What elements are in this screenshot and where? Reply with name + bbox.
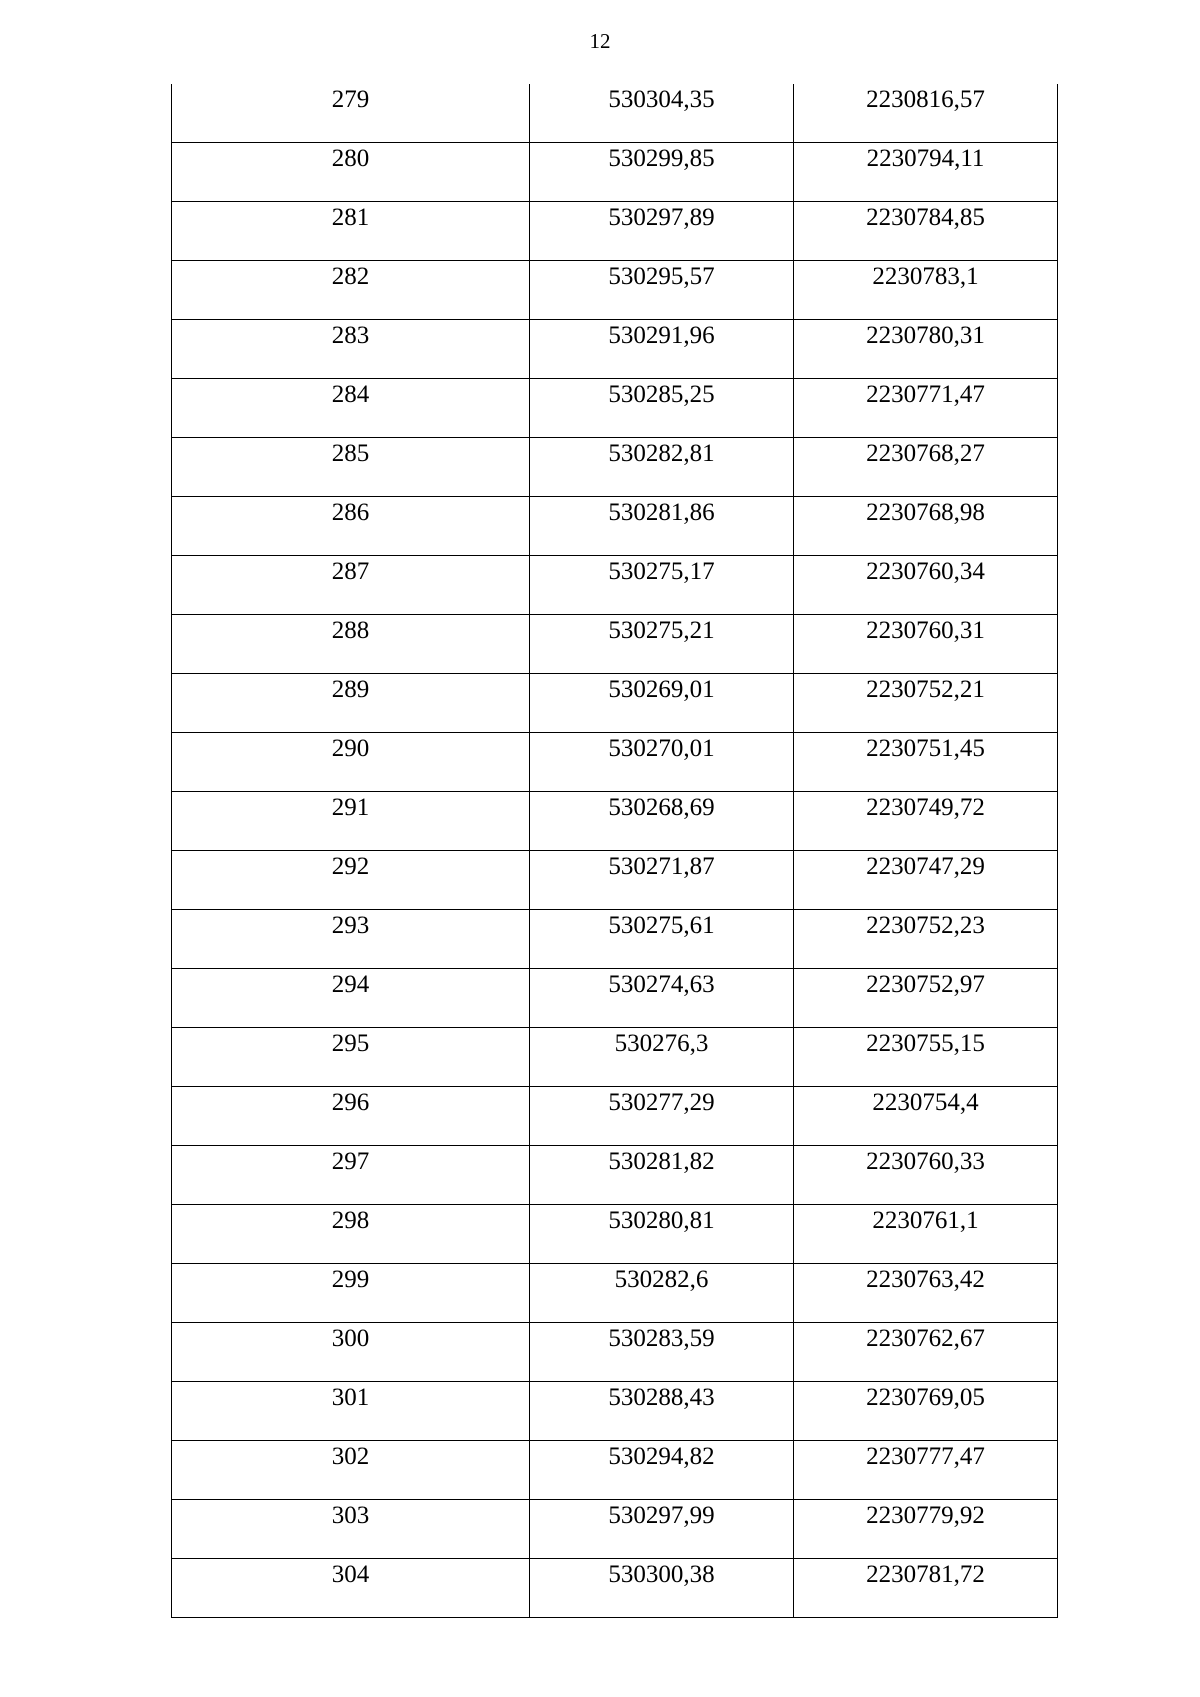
cell-text: 295 [331,1030,370,1057]
cell-text: 2230762,67 [866,1325,985,1352]
table-row [172,143,1058,202]
coordinates-table [171,84,1058,1618]
cell-text: 530271,87 [608,853,715,880]
cell-text: 300 [331,1325,370,1352]
cell-text: 2230779,92 [866,1502,985,1529]
x-coordinate-cell [530,851,794,910]
x-coordinate-cell [530,556,794,615]
x-coordinate-cell [530,969,794,1028]
cell-text: 2230783,1 [872,263,979,290]
point-number-cell [172,84,530,143]
cell-text: 2230816,57 [866,86,985,113]
x-coordinate-cell [530,84,794,143]
y-coordinate-cell [794,261,1058,320]
cell-text: 2230777,47 [866,1443,985,1470]
table-row [172,320,1058,379]
y-coordinate-cell [794,615,1058,674]
cell-text: 530275,17 [608,558,715,585]
cell-text: 303 [331,1502,370,1529]
y-coordinate-cell [794,84,1058,143]
cell-text: 530299,85 [608,145,715,172]
cell-text: 285 [331,440,370,467]
x-coordinate-cell [530,143,794,202]
x-coordinate-cell [530,1559,794,1618]
cell-text: 299 [331,1266,370,1293]
point-number-cell [172,792,530,851]
y-coordinate-cell [794,556,1058,615]
table-row [172,1264,1058,1323]
x-coordinate-cell [530,202,794,261]
cell-text: 2230780,31 [866,322,985,349]
x-coordinate-cell [530,792,794,851]
y-coordinate-cell [794,320,1058,379]
cell-text: 2230754,4 [872,1089,979,1116]
y-coordinate-cell [794,792,1058,851]
point-number-cell [172,1264,530,1323]
x-coordinate-cell [530,1028,794,1087]
cell-text: 530275,61 [608,912,715,939]
table-row [172,1028,1058,1087]
cell-text: 2230768,27 [866,440,985,467]
y-coordinate-cell [794,1559,1058,1618]
cell-text: 284 [331,381,370,408]
x-coordinate-cell [530,1441,794,1500]
y-coordinate-cell [794,910,1058,969]
point-number-cell [172,1441,530,1500]
cell-text: 530300,38 [608,1561,715,1588]
cell-text: 2230761,1 [872,1207,979,1234]
cell-text: 530282,6 [614,1266,709,1293]
table-row [172,1205,1058,1264]
cell-text: 281 [331,204,370,231]
table-row [172,1382,1058,1441]
point-number-cell [172,1382,530,1441]
point-number-cell [172,143,530,202]
y-coordinate-cell [794,1028,1058,1087]
cell-text: 530276,3 [614,1030,709,1057]
table-row [172,674,1058,733]
cell-text: 279 [331,86,370,113]
cell-text: 530280,81 [608,1207,715,1234]
y-coordinate-cell [794,733,1058,792]
point-number-cell [172,1323,530,1382]
x-coordinate-cell [530,1146,794,1205]
point-number-cell [172,851,530,910]
cell-text: 298 [331,1207,370,1234]
point-number-cell [172,1559,530,1618]
cell-text: 2230749,72 [866,794,985,821]
cell-text: 2230781,72 [866,1561,985,1588]
table-row [172,497,1058,556]
point-number-cell [172,1146,530,1205]
cell-text: 286 [331,499,370,526]
x-coordinate-cell [530,910,794,969]
table-row [172,438,1058,497]
cell-text: 530297,89 [608,204,715,231]
table-row [172,1087,1058,1146]
x-coordinate-cell [530,320,794,379]
x-coordinate-cell [530,674,794,733]
x-coordinate-cell [530,497,794,556]
cell-text: 287 [331,558,370,585]
table-row [172,851,1058,910]
table-row [172,1146,1058,1205]
cell-text: 2230763,42 [866,1266,985,1293]
x-coordinate-cell [530,379,794,438]
y-coordinate-cell [794,143,1058,202]
cell-text: 291 [331,794,370,821]
point-number-cell [172,556,530,615]
table-row [172,1323,1058,1382]
table-row [172,910,1058,969]
cell-text: 530270,01 [608,735,715,762]
cell-text: 2230771,47 [866,381,985,408]
cell-text: 280 [331,145,370,172]
x-coordinate-cell [530,1323,794,1382]
point-number-cell [172,497,530,556]
cell-text: 2230752,21 [866,676,985,703]
y-coordinate-cell [794,1500,1058,1559]
y-coordinate-cell [794,379,1058,438]
point-number-cell [172,438,530,497]
table-row [172,1500,1058,1559]
cell-text: 2230760,34 [866,558,985,585]
cell-text: 530291,96 [608,322,715,349]
x-coordinate-cell [530,733,794,792]
table-row [172,379,1058,438]
y-coordinate-cell [794,1087,1058,1146]
cell-text: 302 [331,1443,370,1470]
table-row [172,1441,1058,1500]
y-coordinate-cell [794,1264,1058,1323]
cell-text: 2230769,05 [866,1384,985,1411]
y-coordinate-cell [794,1441,1058,1500]
cell-text: 288 [331,617,370,644]
x-coordinate-cell [530,438,794,497]
table-row [172,84,1058,143]
point-number-cell [172,1500,530,1559]
cell-text: 301 [331,1384,370,1411]
cell-text: 530294,82 [608,1443,715,1470]
cell-text: 530285,25 [608,381,715,408]
point-number-cell [172,969,530,1028]
point-number-cell [172,615,530,674]
point-number-cell [172,733,530,792]
table-row [172,556,1058,615]
cell-text: 2230752,23 [866,912,985,939]
cell-text: 297 [331,1148,370,1175]
cell-text: 530304,35 [608,86,715,113]
cell-text: 290 [331,735,370,762]
cell-text: 294 [331,971,370,998]
y-coordinate-cell [794,674,1058,733]
cell-text: 2230752,97 [866,971,985,998]
point-number-cell [172,202,530,261]
x-coordinate-cell [530,1264,794,1323]
cell-text: 304 [331,1561,370,1588]
y-coordinate-cell [794,1382,1058,1441]
table-row [172,202,1058,261]
table-row [172,792,1058,851]
x-coordinate-cell [530,615,794,674]
y-coordinate-cell [794,1146,1058,1205]
cell-text: 530288,43 [608,1384,715,1411]
cell-text: 293 [331,912,370,939]
point-number-cell [172,261,530,320]
cell-text: 2230760,33 [866,1148,985,1175]
cell-text: 530295,57 [608,263,715,290]
y-coordinate-cell [794,497,1058,556]
table-row [172,261,1058,320]
cell-text: 283 [331,322,370,349]
point-number-cell [172,1028,530,1087]
x-coordinate-cell [530,1382,794,1441]
coordinates-table-body [172,84,1058,1618]
y-coordinate-cell [794,1205,1058,1264]
x-coordinate-cell [530,1500,794,1559]
point-number-cell [172,910,530,969]
x-coordinate-cell [530,1087,794,1146]
cell-text: 292 [331,853,370,880]
point-number-cell [172,1205,530,1264]
page-number: 12 [589,29,611,53]
y-coordinate-cell [794,438,1058,497]
cell-text: 530281,86 [608,499,715,526]
cell-text: 530281,82 [608,1148,715,1175]
cell-text: 530268,69 [608,794,715,821]
cell-text: 2230751,45 [866,735,985,762]
y-coordinate-cell [794,1323,1058,1382]
x-coordinate-cell [530,1205,794,1264]
y-coordinate-cell [794,969,1058,1028]
cell-text: 530283,59 [608,1325,715,1352]
cell-text: 289 [331,676,370,703]
cell-text: 530277,29 [608,1089,715,1116]
cell-text: 530275,21 [608,617,715,644]
x-coordinate-cell [530,261,794,320]
cell-text: 2230784,85 [866,204,985,231]
table-row [172,733,1058,792]
cell-text: 530274,63 [608,971,715,998]
cell-text: 2230768,98 [866,499,985,526]
point-number-cell [172,379,530,438]
table-row [172,1559,1058,1618]
cell-text: 530282,81 [608,440,715,467]
table-row [172,615,1058,674]
y-coordinate-cell [794,851,1058,910]
cell-text: 2230755,15 [866,1030,985,1057]
cell-text: 2230794,11 [866,145,985,172]
cell-text: 296 [331,1089,370,1116]
cell-text: 2230747,29 [866,853,985,880]
point-number-cell [172,1087,530,1146]
point-number-cell [172,674,530,733]
table-row [172,969,1058,1028]
cell-text: 2230760,31 [866,617,985,644]
cell-text: 530297,99 [608,1502,715,1529]
point-number-cell [172,320,530,379]
y-coordinate-cell [794,202,1058,261]
cell-text: 530269,01 [608,676,715,703]
cell-text: 282 [331,263,370,290]
